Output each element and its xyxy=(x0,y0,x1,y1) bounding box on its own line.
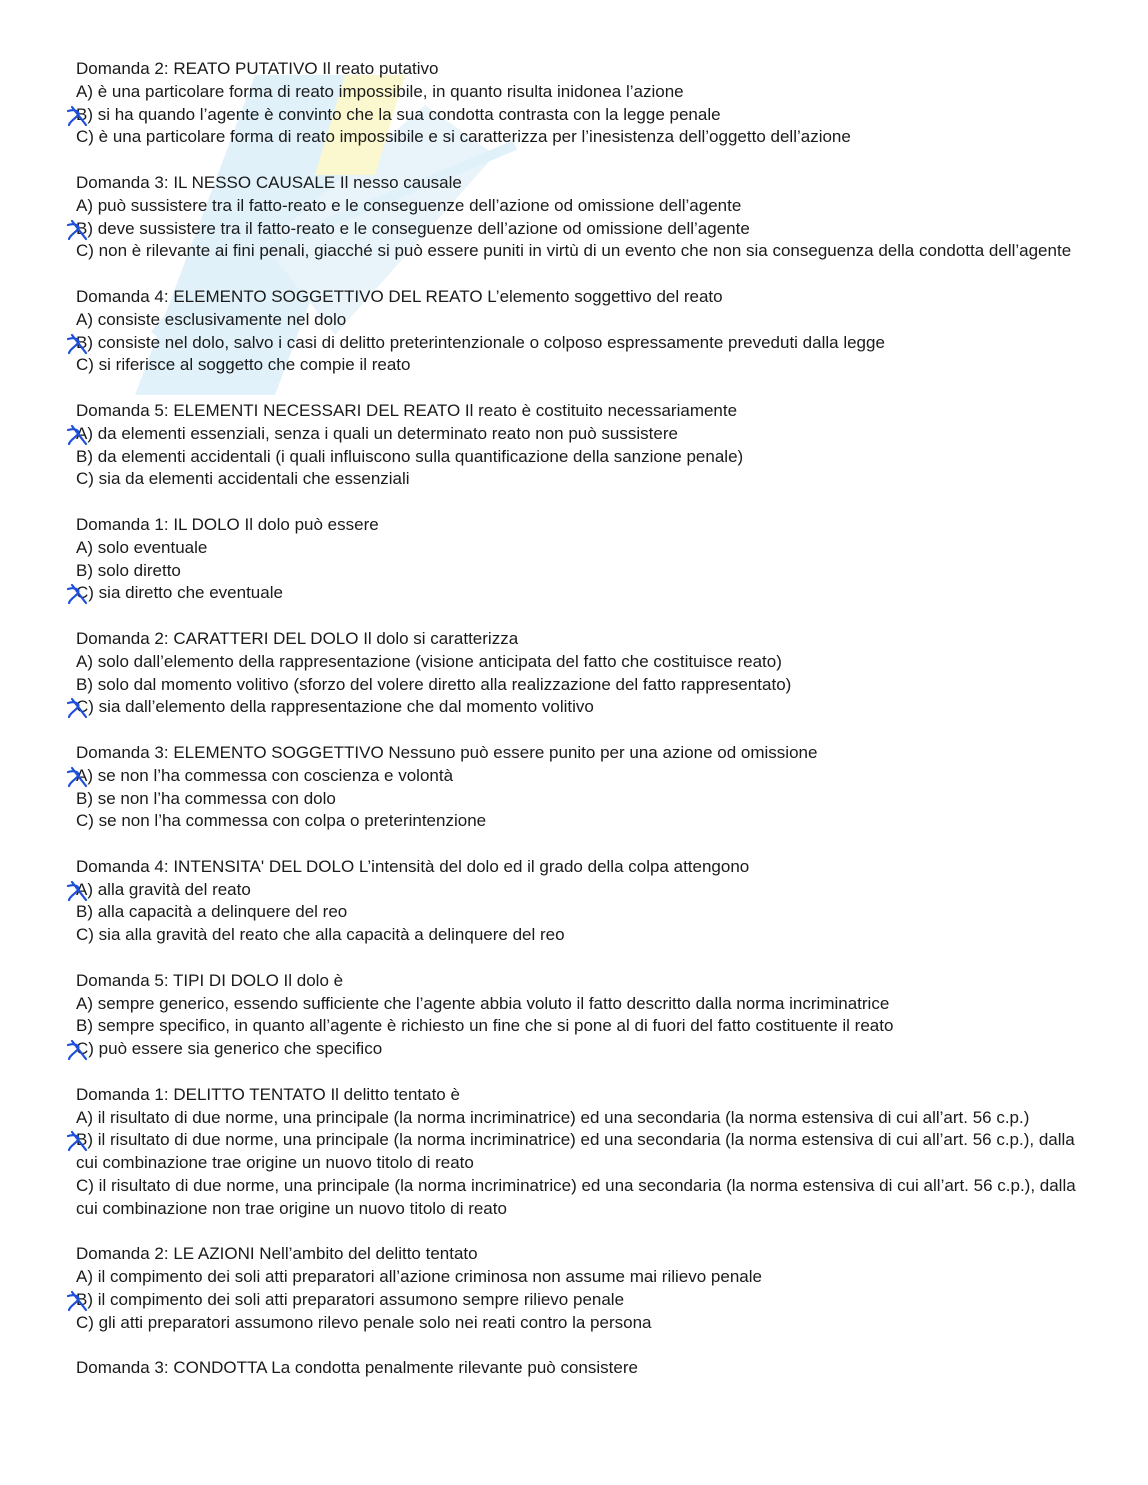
answer-text: B) solo dal momento volitivo (sforzo del volere diretto alla realizzazione del fatto rappresentato) xyxy=(76,674,792,694)
answer-text: B) se non l’ha commessa con dolo xyxy=(76,788,336,808)
answer-text: C) gli atti preparatori assumono rilevo penale solo nei reati contro la persona xyxy=(76,1312,652,1332)
answer-option-b xyxy=(76,1015,1076,1038)
answer-text: B) solo diretto xyxy=(76,560,181,580)
answer-text: A) sempre generico, essendo sufficiente che l’agente abbia voluto il fatto descritto dalla norma incriminatrice xyxy=(76,993,890,1013)
answer-option-a xyxy=(76,765,1076,788)
question-block xyxy=(76,742,1076,833)
question-block xyxy=(76,286,1076,377)
answer-text: A) alla gravità del reato xyxy=(76,879,251,899)
answer-option-b xyxy=(76,446,1076,469)
answer-option-c xyxy=(76,1175,1081,1221)
answer-text: A) il compimento dei soli atti preparatori all’azione criminosa non assume mai rilievo penale xyxy=(76,1267,762,1287)
handwritten-check-icon xyxy=(66,880,92,902)
answer-text: A) il risultato di due norme, una principale (la norma incriminatrice) ed una secondaria (la norma estensiva di cui all’art. 56 c.p.) xyxy=(76,1107,1030,1127)
answer-text: A) se non l’ha commessa con coscienza e volontà xyxy=(76,765,454,785)
answer-text: A) solo eventuale xyxy=(76,537,208,557)
handwritten-check-icon xyxy=(66,105,92,127)
answer-option-b xyxy=(76,560,1076,583)
answer-text: A) consiste esclusivamente nel dolo xyxy=(76,309,347,329)
answer-option-c xyxy=(76,126,1076,149)
answer-option-b xyxy=(76,788,1076,811)
answer-option-c xyxy=(76,1312,1076,1335)
handwritten-check-icon xyxy=(66,1039,92,1061)
handwritten-check-icon xyxy=(66,583,92,605)
answer-option-a xyxy=(76,195,1076,218)
answer-option-b xyxy=(76,674,1076,697)
question-title: Domanda 3: ELEMENTO SOGGETTIVO Nessuno può essere punito per una azione od omissione xyxy=(76,742,818,762)
question-title: Domanda 2: REATO PUTATIVO Il reato putativo xyxy=(76,59,439,78)
answer-option-b xyxy=(76,218,1076,241)
answer-text: B) consiste nel dolo, salvo i casi di delitto preterintenzionale o colposo espressamente preveduti dalla legge xyxy=(76,332,885,352)
answer-option-a xyxy=(76,993,1076,1016)
question-block xyxy=(76,58,1076,149)
handwritten-check-icon xyxy=(66,424,92,446)
answer-text: A) solo dall’elemento della rappresentazione (visione anticipata del fatto che costituisce reato) xyxy=(76,651,782,671)
answer-text: B) deve sussistere tra il fatto-reato e le conseguenze dell’azione od omissione dell’agente xyxy=(76,218,750,238)
question-block xyxy=(76,172,1076,263)
answer-option-c xyxy=(76,582,1076,605)
answer-text: C) non è rilevante ai fini penali, giacché si può essere puniti in virtù di un evento che non sia conseguenza della condotta dell’agente xyxy=(76,241,1072,261)
answer-option-b xyxy=(76,332,1076,355)
answer-option-b xyxy=(76,1289,1076,1312)
answer-option-a xyxy=(76,423,1076,446)
answer-text: C) può essere sia generico che specifico xyxy=(76,1039,383,1059)
handwritten-check-icon xyxy=(66,697,92,719)
answer-text: B) si ha quando l’agente è convinto che la sua condotta contrasta con la legge penale xyxy=(76,104,721,124)
answer-text: C) sia dall’elemento della rappresentazione che dal momento volitivo xyxy=(76,697,594,717)
answer-option-b xyxy=(76,1129,1080,1175)
answer-text: B) il compimento dei soli atti preparatori assumono sempre rilievo penale xyxy=(76,1290,625,1310)
answer-text: B) da elementi accidentali (i quali influiscono sulla quantificazione della sanzione penale) xyxy=(76,446,744,466)
answer-text: C) sia alla gravità del reato che alla capacità a delinquere del reo xyxy=(76,925,565,945)
answer-option-b xyxy=(76,901,1076,924)
answer-option-a xyxy=(76,879,1076,902)
handwritten-check-icon xyxy=(66,1130,92,1152)
answer-text: C) sia da elementi accidentali che essenziali xyxy=(76,469,410,489)
question-title: Domanda 5: ELEMENTI NECESSARI DEL REATO Il reato è costituito necessariamente xyxy=(76,400,738,420)
answer-option-c xyxy=(76,354,1076,377)
answer-option-a xyxy=(76,1266,1076,1289)
answer-text: A) da elementi essenziali, senza i quali un determinato reato non può sussistere xyxy=(76,423,678,443)
answer-option-c xyxy=(76,696,1076,719)
question-block xyxy=(76,856,1076,947)
answer-text: C) è una particolare forma di reato impossibile e si caratterizza per l’inesistenza dell’oggetto dell’azione xyxy=(76,127,851,147)
question-block xyxy=(76,514,1076,605)
answer-option-c xyxy=(76,924,1076,947)
answer-option-a xyxy=(76,537,1076,560)
question-block xyxy=(76,970,1076,1061)
question-block xyxy=(76,1357,1076,1380)
question-title: Domanda 3: CONDOTTA La condotta penalmente rilevante può consistere xyxy=(76,1358,638,1378)
answer-text: A) è una particolare forma di reato impossibile, in quanto risulta inidonea l’azione xyxy=(76,81,684,101)
answer-text: C) sia diretto che eventuale xyxy=(76,583,283,603)
question-title: Domanda 5: TIPI DI DOLO Il dolo è xyxy=(76,970,344,990)
question-title: Domanda 2: CARATTERI DEL DOLO Il dolo si caratterizza xyxy=(76,628,519,648)
question-block xyxy=(76,400,1076,491)
answer-option-c xyxy=(76,1038,1076,1061)
question-title: Domanda 1: IL DOLO Il dolo può essere xyxy=(76,514,379,534)
answer-text: A) può sussistere tra il fatto-reato e le conseguenze dell’azione od omissione dell’agente xyxy=(76,195,742,215)
answer-option-c xyxy=(76,810,1076,833)
answer-text: C) se non l’ha commessa con colpa o preterintenzione xyxy=(76,811,487,831)
answer-text: B) alla capacità a delinquere del reo xyxy=(76,902,348,922)
answer-option-c xyxy=(76,468,1076,491)
question-block xyxy=(76,1243,1076,1334)
question-title: Domanda 1: DELITTO TENTATO Il delitto tentato è xyxy=(76,1084,460,1104)
answer-text: C) il risultato di due norme, una principale (la norma incriminatrice) ed una secondaria (la norma estensiva di cui all’art. 56 c.p.), dalla cui combinazione non trae origine un nuovo titolo di reato xyxy=(76,1176,1081,1218)
answer-text: B) il risultato di due norme, una principale (la norma incriminatrice) ed una secondaria (la norma estensiva di cui all’art. 56 c.p.), dalla cui combinazione trae origine un nuovo titolo di reato xyxy=(76,1130,1080,1173)
answer-text: C) si riferisce al soggetto che compie il reato xyxy=(76,355,411,375)
question-title: Domanda 4: ELEMENTO SOGGETTIVO DEL REATO L’elemento soggettivo del reato xyxy=(76,286,723,306)
handwritten-check-icon xyxy=(66,1290,92,1312)
answer-option-a xyxy=(76,309,1076,332)
question-title: Domanda 4: INTENSITA' DEL DOLO L’intensità del dolo ed il grado della colpa attengono xyxy=(76,856,750,876)
answer-option-b xyxy=(76,104,1076,127)
handwritten-check-icon xyxy=(66,766,92,788)
document-body xyxy=(76,58,1081,1403)
question-title: Domanda 3: IL NESSO CAUSALE Il nesso causale xyxy=(76,172,462,192)
answer-text: B) sempre specifico, in quanto all’agente è richiesto un fine che si pone al di fuori del fatto costituente il reato xyxy=(76,1016,894,1036)
handwritten-check-icon xyxy=(66,333,92,355)
question-block xyxy=(76,628,1076,719)
answer-option-a xyxy=(76,651,1076,674)
answer-option-c xyxy=(76,240,1076,263)
handwritten-check-icon xyxy=(66,219,92,241)
question-block xyxy=(76,1084,1081,1221)
answer-option-a xyxy=(76,1107,1076,1130)
answer-option-a xyxy=(76,81,1076,104)
question-title: Domanda 2: LE AZIONI Nell’ambito del delitto tentato xyxy=(76,1244,478,1264)
